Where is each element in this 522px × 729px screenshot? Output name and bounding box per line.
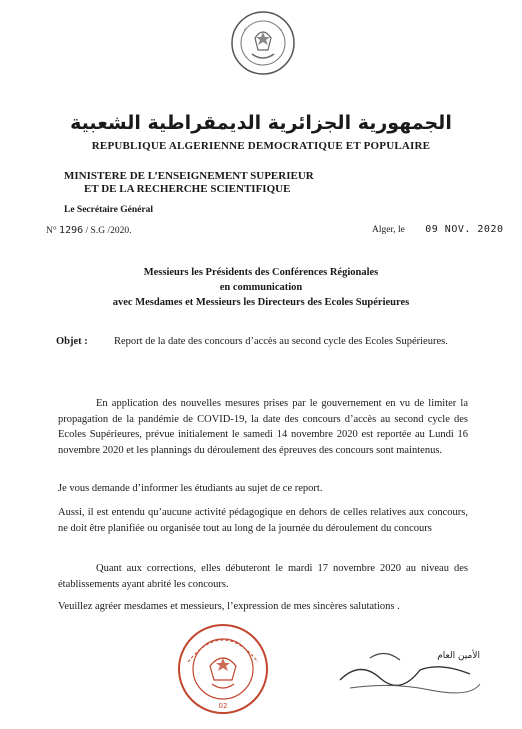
body-paragraph-5: Veuillez agréer mesdames et messieurs, l’expression de mes sincères salutations . (58, 601, 400, 612)
subject-label: Objet : (56, 336, 88, 347)
body-paragraph-3: Aussi, il est entendu qu’aucune activité pédagogique en dehors de celles relatives aux concours, ne doit être planifiée ou organisée tout au long de la journée du déroulement du concours (58, 507, 468, 534)
addressee-line-2: en communication (219, 282, 303, 293)
subject-text: Report de la date des concours d’accès au second cycle des Ecoles Supérieures. (114, 336, 448, 347)
place: Alger, le (372, 225, 405, 235)
ref-number: 1296 (59, 225, 84, 236)
addressee-line-3: avec Mesdames et Messieurs les Directeurs des Ecoles Supérieures (112, 297, 410, 308)
arabic-title: الجمهورية الجزائرية الديمقراطية الشعبية (70, 112, 452, 134)
body-paragraph-1: En application des nouvelles mesures prises par le gouvernement en vu de limiter la propagation de la pandémie de COVID-19, la date des concours d’accès au second cycle des Ecoles Supérieures, prévue initialement le samedi 14 novembre 2020 est reportée au Lundi 16 novembre 2020 et les plannings du déroulement des épreuves des concours sont maintenus. (58, 398, 468, 456)
addressees (0, 265, 522, 310)
date-stamp: 09 NOV. 2020 (425, 224, 504, 235)
signature-icon (330, 640, 490, 700)
addressee-line-1: Messieurs les Présidents des Conférences Régionales (143, 267, 379, 278)
ref-prefix: N° (46, 226, 57, 236)
reference-number (46, 225, 131, 236)
body-paragraph-4: Quant aux corrections, elles débuteront le mardi 17 novembre 2020 au niveau des établissements ayant abrité les concours. (58, 563, 468, 590)
ministry-round-stamp-icon (176, 622, 270, 716)
signature-title: الأمين العام (437, 651, 480, 661)
republic-name: REPUBLIQUE ALGERIENNE DEMOCRATIQUE ET POPULAIRE (91, 140, 431, 152)
ref-suffix: / S.G /2020. (85, 226, 132, 236)
ministry-name (64, 170, 314, 196)
body-paragraph-2: Je vous demande d’informer les étudiants au sujet de ce report. (58, 483, 323, 494)
stamp-number: 02 (218, 702, 228, 710)
place-date (372, 224, 503, 235)
secretary-title: Le Secrétaire Général (64, 205, 153, 215)
ministry-line-1: MINISTERE DE L’ENSEIGNEMENT SUPERIEUR (64, 170, 314, 182)
algeria-seal-icon (230, 10, 296, 76)
ministry-line-2: ET DE LA RECHERCHE SCIENTIFIQUE (84, 183, 291, 195)
